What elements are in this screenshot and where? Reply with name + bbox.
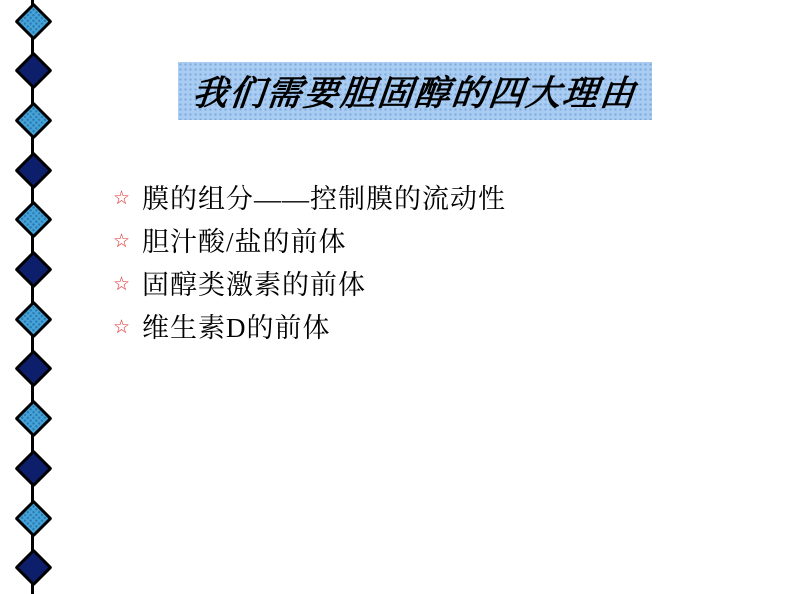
star-bullet-icon: ☆ [113, 188, 131, 209]
bullet-text: 固醇类激素的前体 [142, 270, 366, 300]
list-item [113, 304, 506, 347]
dark-diamond-ornament [14, 151, 52, 189]
diamond-chain-border [0, 0, 66, 594]
light-diamond-ornament [14, 201, 52, 239]
bullet-text: 膜的组分——控制膜的流动性 [142, 184, 506, 214]
title-banner [178, 62, 652, 120]
light-diamond-ornament [14, 101, 52, 139]
star-bullet-icon: ☆ [113, 317, 131, 338]
light-diamond-ornament [14, 2, 52, 40]
dark-diamond-ornament [14, 250, 52, 288]
light-diamond-ornament [14, 499, 52, 537]
slide-title: 我们需要胆固醇的四大理由 [190, 74, 639, 113]
list-item [113, 261, 506, 304]
dark-diamond-ornament [14, 549, 52, 587]
list-item [113, 218, 506, 261]
bullet-text: 维生素D的前体 [142, 313, 331, 343]
light-diamond-ornament [14, 300, 52, 338]
star-bullet-icon: ☆ [113, 231, 131, 252]
star-bullet-icon: ☆ [113, 274, 131, 295]
list-item [113, 175, 506, 218]
dark-diamond-ornament [14, 449, 52, 487]
dark-diamond-ornament [14, 350, 52, 388]
bullet-text: 胆汁酸/盐的前体 [142, 227, 347, 257]
dark-diamond-ornament [14, 52, 52, 90]
bullet-list [113, 175, 506, 347]
light-diamond-ornament [14, 400, 52, 438]
